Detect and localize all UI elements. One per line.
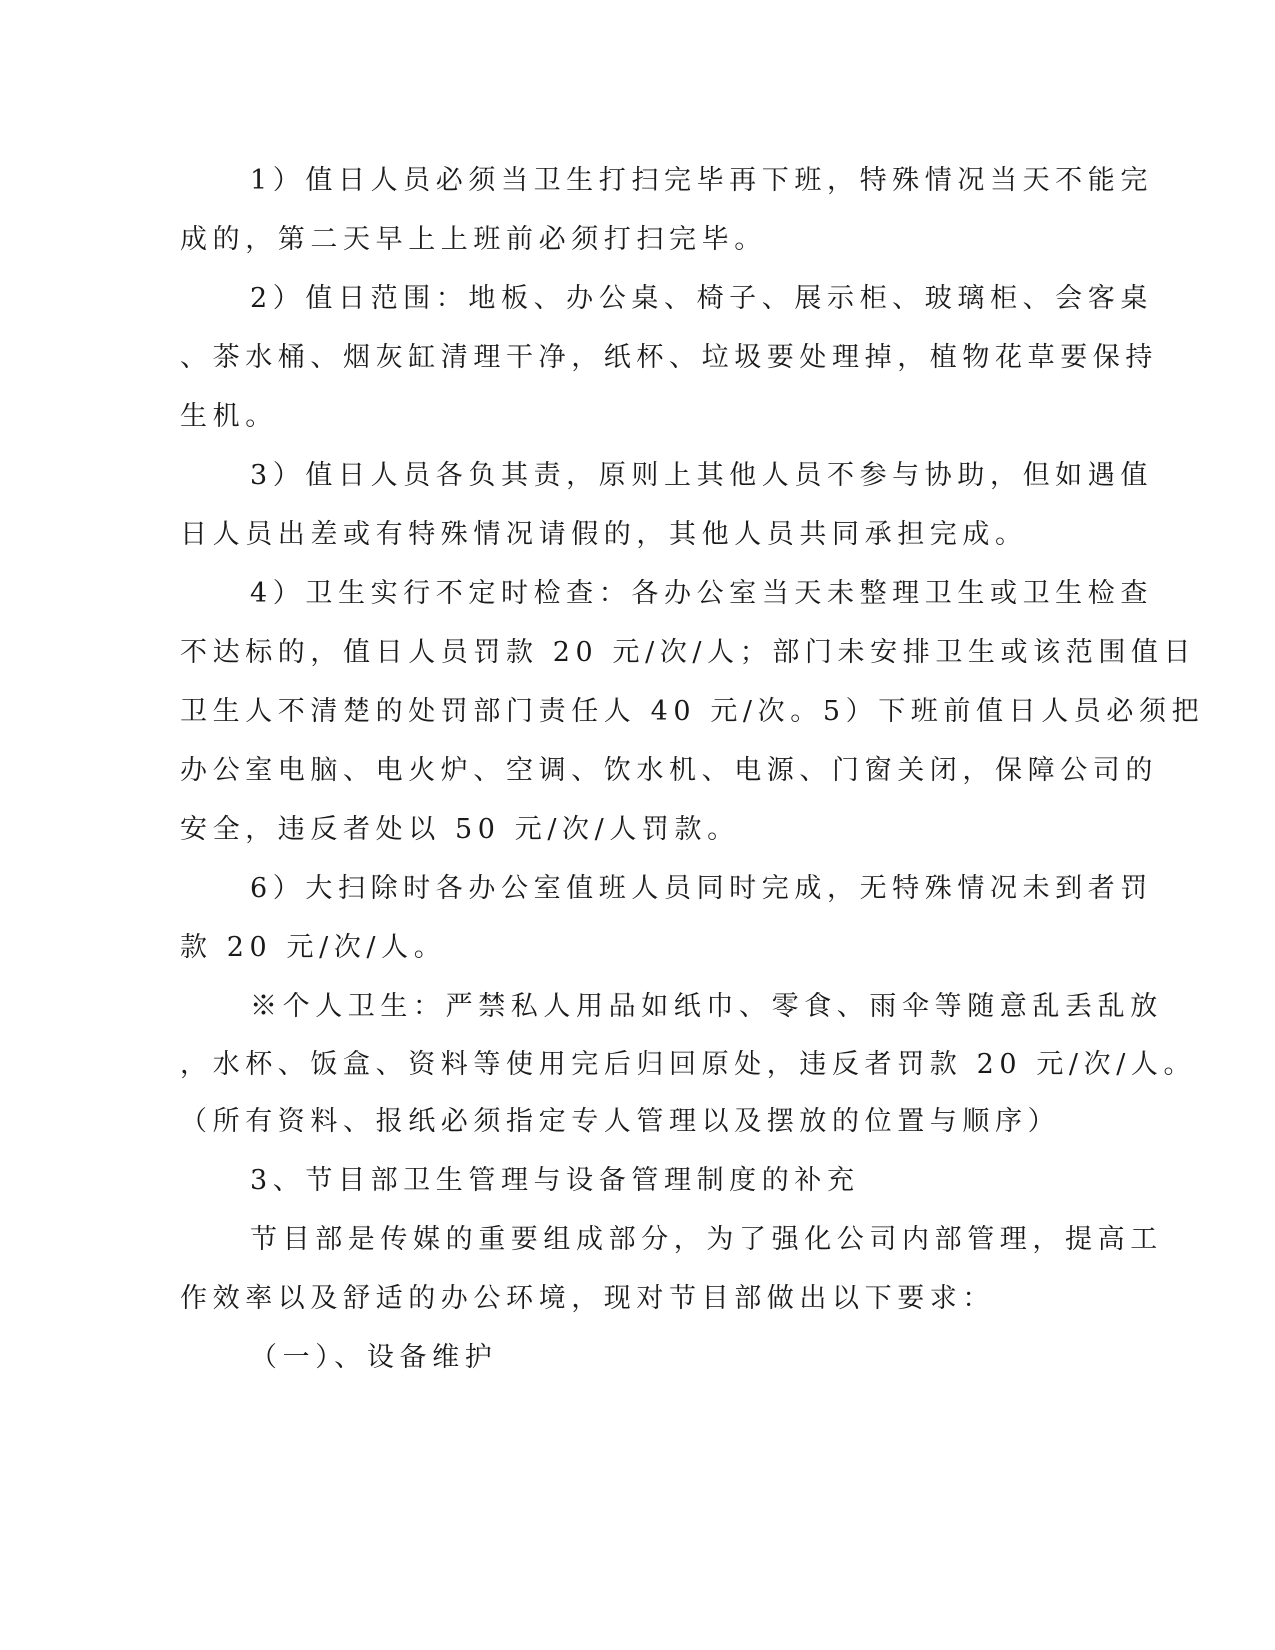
section-3-heading: 3、节目部卫生管理与设备管理制度的补充	[250, 1165, 860, 1196]
paragraph-4-line-4: 办公室电脑、电火炉、空调、饮水机、电源、门窗关闭，保障公司的	[180, 755, 1158, 786]
paragraph-4-line-1: 4）卫生实行不定时检查：各办公室当天未整理卫生或卫生检查	[250, 578, 1153, 609]
personal-hygiene-line-2: ，水杯、饭盒、资料等使用完后归回原处，违反者罚款 20 元/次/人。	[180, 1049, 1197, 1080]
paragraph-6-line-2: 款 20 元/次/人。	[180, 932, 447, 963]
paragraph-4-line-5: 安全，违反者处以 50 元/次/人罚款。	[180, 814, 740, 845]
paragraph-2-line-2: 、茶水桶、烟灰缸清理干净，纸杯、垃圾要处理掉，植物花草要保持	[180, 342, 1158, 373]
section-3-intro-line-2: 作效率以及舒适的办公环境，现对节目部做出以下要求：	[180, 1283, 995, 1314]
paragraph-6-line-1: 6）大扫除时各办公室值班人员同时完成，无特殊情况未到者罚	[250, 873, 1153, 904]
subsection-1-heading: （一）、设备维护	[250, 1342, 498, 1373]
paragraph-3-line-1: 3）值日人员各负其责，原则上其他人员不参与协助，但如遇值	[250, 460, 1153, 491]
paragraph-4-line-3: 卫生人不清楚的处罚部门责任人 40 元/次。5）下班前值日人员必须把	[180, 696, 1205, 727]
section-3-intro-line-1: 节目部是传媒的重要组成部分，为了强化公司内部管理，提高工	[250, 1224, 1163, 1255]
personal-hygiene-line-3: （所有资料、报纸必须指定专人管理以及摆放的位置与顺序）	[180, 1106, 1061, 1137]
paragraph-2-line-3: 生机。	[180, 401, 278, 432]
personal-hygiene-line-1: ※个人卫生：严禁私人用品如纸巾、零食、雨伞等随意乱丢乱放	[250, 991, 1163, 1022]
paragraph-1-line-2: 成的，第二天早上上班前必须打扫完毕。	[180, 224, 767, 255]
paragraph-4-line-2: 不达标的，值日人员罚款 20 元/次/人；部门未安排卫生或该范围值日	[180, 637, 1197, 668]
paragraph-3-line-2: 日人员出差或有特殊情况请假的，其他人员共同承担完成。	[180, 519, 1028, 550]
paragraph-1-line-1: 1）值日人员必须当卫生打扫完毕再下班，特殊情况当天不能完	[250, 165, 1153, 196]
paragraph-2-line-1: 2）值日范围：地板、办公桌、椅子、展示柜、玻璃柜、会客桌	[250, 283, 1153, 314]
